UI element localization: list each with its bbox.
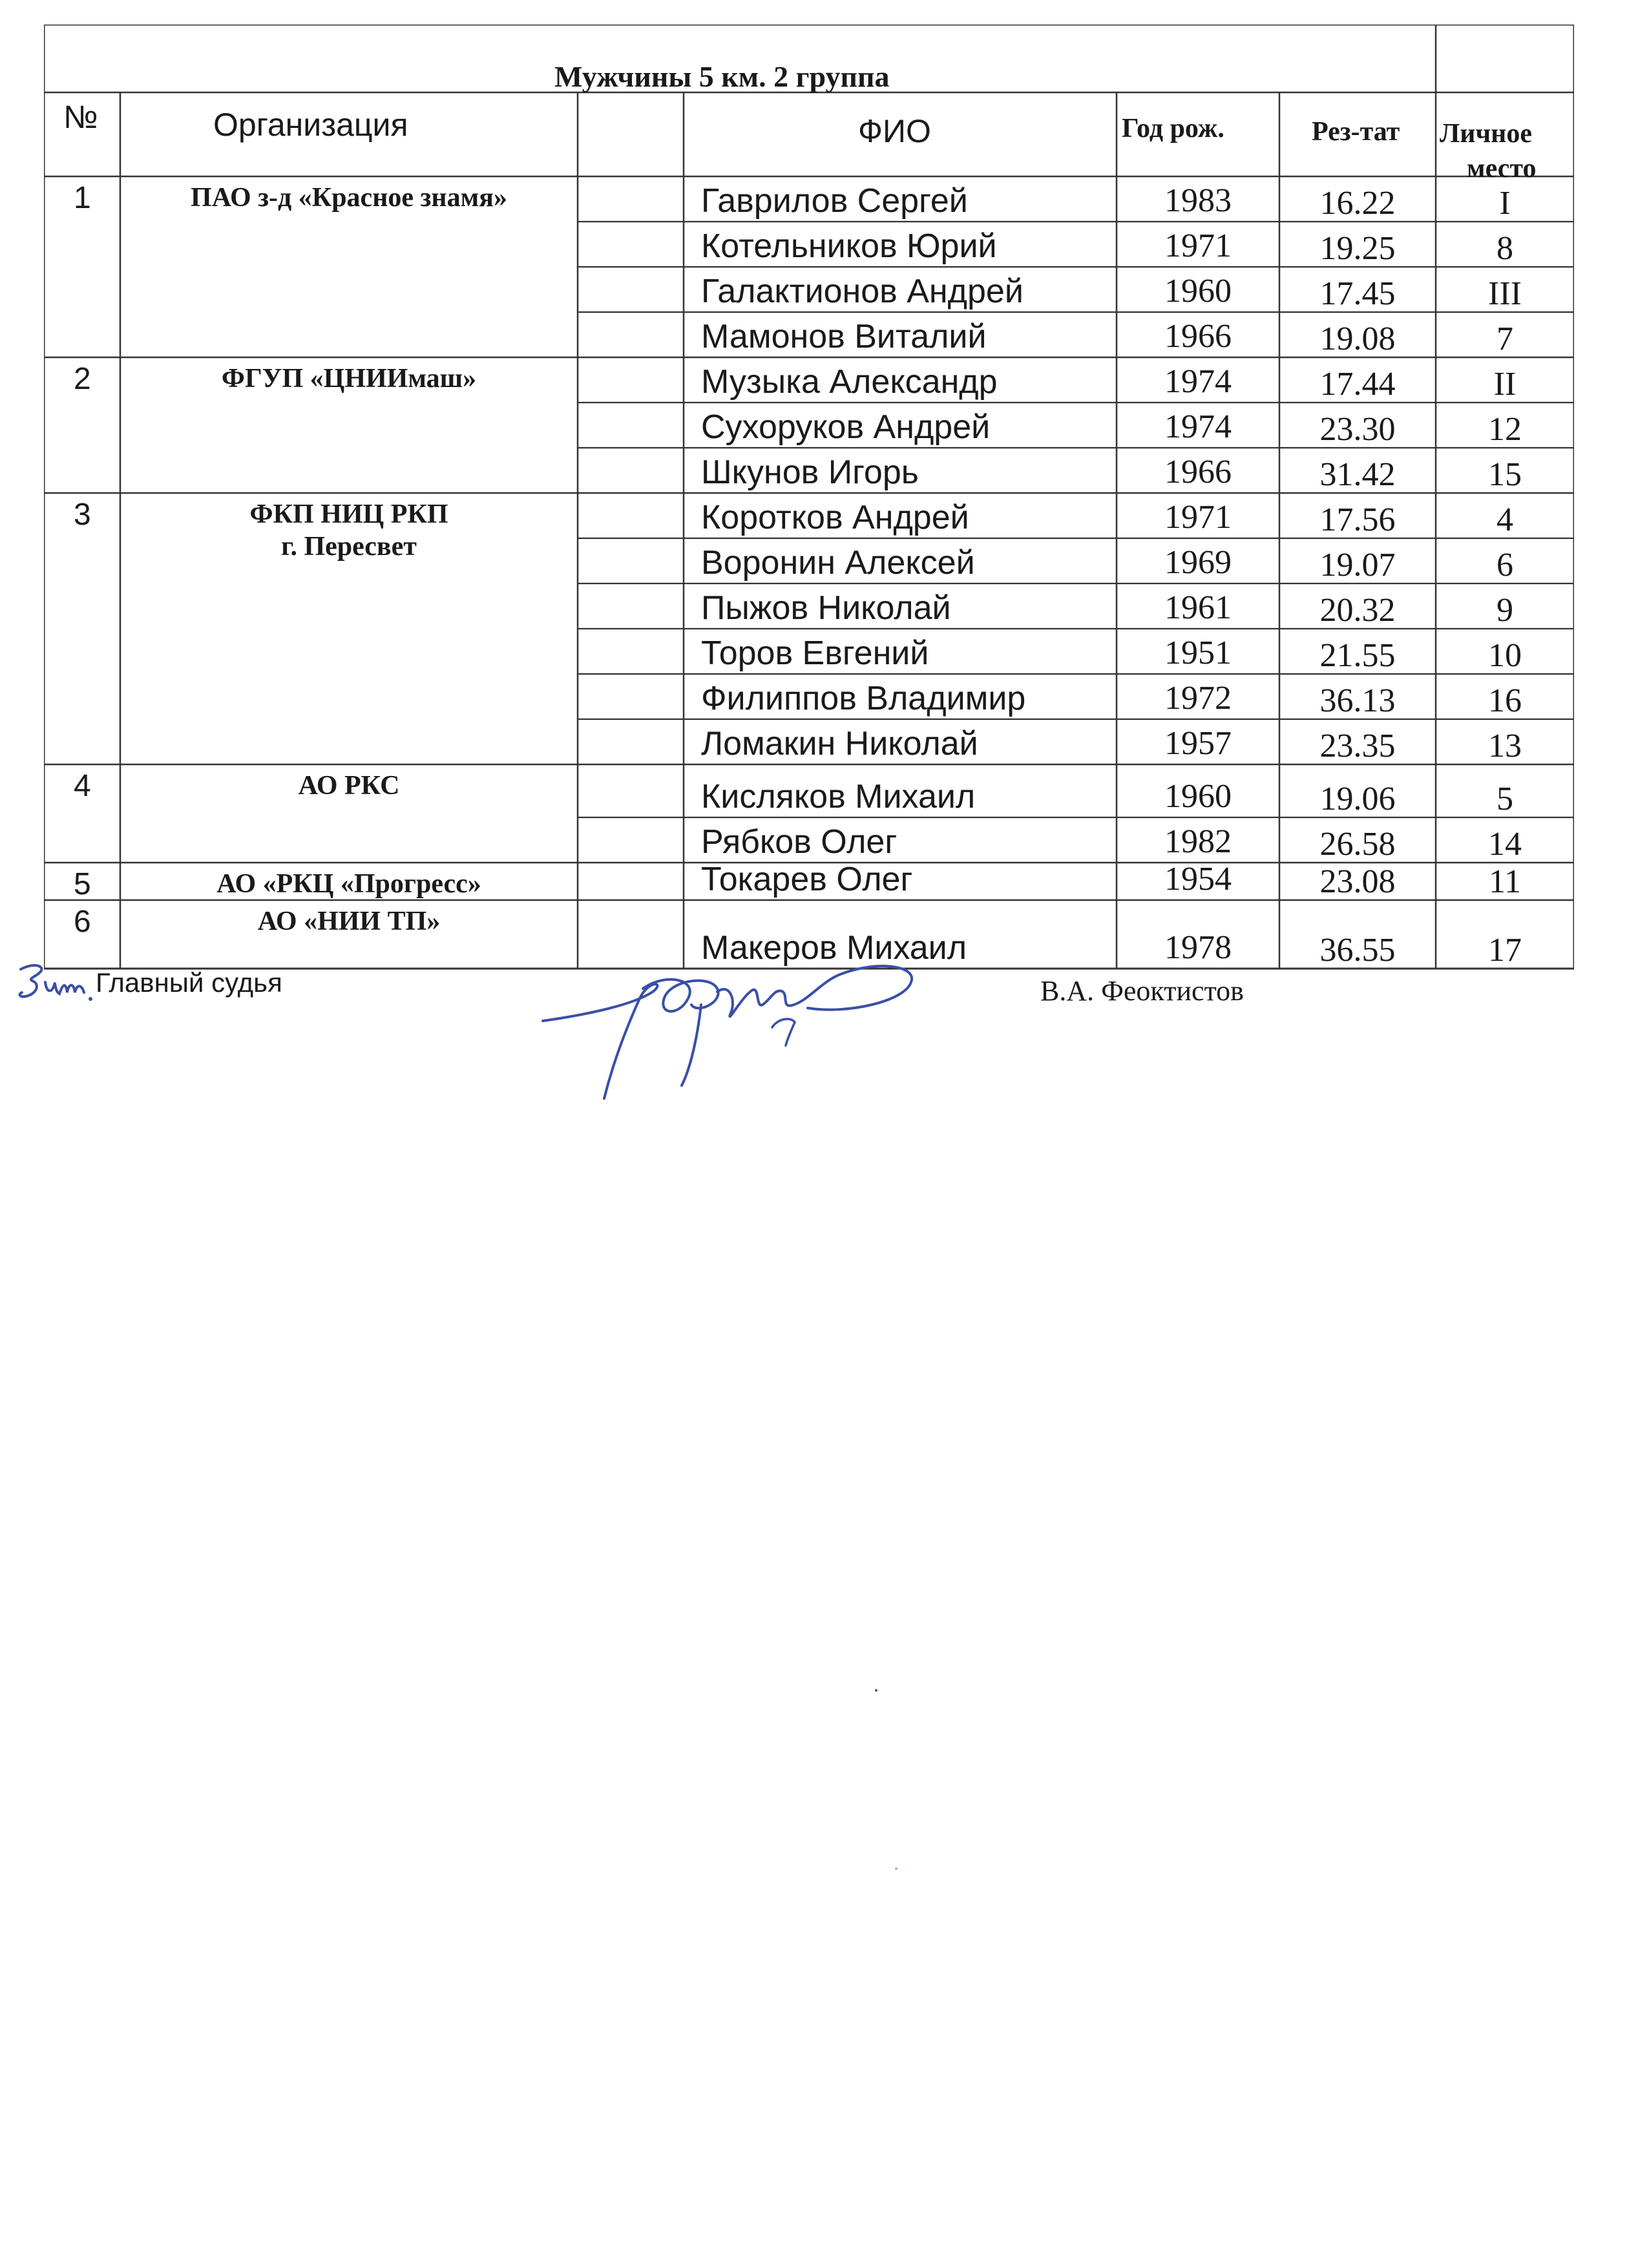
race-result: 19.06	[1319, 781, 1396, 817]
athlete-name: Токарев Олег	[701, 861, 913, 898]
team-organization: ФГУП «ЦНИИмаш»	[221, 364, 477, 394]
race-result: 19.08	[1319, 320, 1396, 357]
birth-year: 1966	[1164, 318, 1232, 355]
athlete-name: Сухоруков Андрей	[701, 408, 991, 446]
scan-speck	[895, 1867, 898, 1870]
team-organization: АО РКС	[298, 771, 400, 801]
personal-place: 13	[1488, 728, 1522, 764]
personal-place: 14	[1488, 826, 1522, 863]
personal-place: 9	[1497, 592, 1513, 629]
team-number: 4	[74, 769, 91, 803]
table-title: Мужчины 5 км. 2 группа	[554, 60, 890, 93]
athlete-name: Макеров Михаил	[701, 929, 967, 967]
scan-speck	[875, 1689, 877, 1692]
team-organization: ПАО з-д «Красное знамя»	[191, 183, 507, 213]
personal-place: I	[1499, 185, 1511, 222]
personal-place: 11	[1488, 863, 1522, 900]
race-result: 20.32	[1319, 592, 1396, 629]
header-fio: ФИО	[858, 113, 931, 149]
athlete-name: Мамонов Виталий	[701, 318, 987, 355]
team-organization: АО «РКЦ «Прогресс»	[216, 869, 481, 899]
personal-place: 8	[1497, 230, 1513, 267]
birth-year: 1972	[1164, 680, 1232, 717]
athlete-name: Филиппов Владимир	[701, 680, 1026, 717]
athlete-name: Рябков Олег	[701, 823, 898, 861]
personal-place: 7	[1497, 320, 1513, 357]
athlete-name: Гаврилов Сергей	[701, 182, 968, 220]
race-result: 23.35	[1319, 728, 1396, 764]
race-result: 17.45	[1319, 275, 1396, 312]
team-number: 1	[74, 181, 91, 215]
birth-year: 1960	[1164, 273, 1232, 310]
team-number: 6	[74, 905, 91, 939]
header-place-line1: Личное	[1440, 119, 1533, 149]
birth-year: 1960	[1164, 778, 1232, 815]
athlete-name: Пыжов Николай	[701, 589, 951, 627]
team-number: 5	[74, 867, 91, 901]
team-organization: г. Пересвет	[281, 532, 417, 562]
race-result: 21.55	[1319, 637, 1396, 674]
header-result: Рез-тат	[1312, 117, 1400, 147]
athlete-name: Коротков Андрей	[701, 499, 969, 536]
athlete-name: Торов Евгений	[701, 635, 929, 672]
zam-handwritten-mark	[14, 956, 105, 1014]
personal-place: 4	[1497, 501, 1513, 538]
athlete-name: Галактионов Андрей	[701, 273, 1024, 310]
header-year: Год рож.	[1122, 114, 1224, 143]
personal-place: 16	[1488, 682, 1522, 719]
personal-place: 15	[1488, 456, 1522, 493]
birth-year: 1974	[1164, 408, 1232, 445]
birth-year: 1982	[1164, 823, 1232, 860]
race-result: 19.25	[1319, 230, 1396, 267]
race-result: 23.08	[1319, 863, 1396, 900]
personal-place: 12	[1488, 411, 1522, 448]
race-result: 23.30	[1319, 411, 1396, 448]
birth-year: 1971	[1164, 227, 1232, 264]
team-organization: ФКП НИЦ РКП	[249, 499, 448, 529]
birth-year: 1961	[1164, 589, 1232, 626]
race-result: 31.42	[1319, 456, 1396, 493]
race-result: 17.44	[1319, 366, 1396, 403]
birth-year: 1957	[1164, 725, 1232, 762]
results-sheet	[44, 25, 1574, 984]
birth-year: 1951	[1164, 635, 1232, 671]
athlete-name: Котельников Юрий	[701, 227, 997, 265]
personal-place: 10	[1488, 637, 1522, 674]
birth-year: 1954	[1164, 861, 1232, 898]
header-num: №	[63, 99, 98, 135]
birth-year: 1966	[1164, 454, 1232, 490]
birth-year: 1983	[1164, 182, 1232, 219]
athlete-name: Воронин Алексей	[701, 544, 975, 582]
team-number: 3	[74, 498, 91, 532]
race-result: 36.55	[1319, 932, 1396, 969]
athlete-name: Музыка Александр	[701, 363, 998, 401]
chief-judge-name: В.А. Феоктистов	[1040, 975, 1244, 1007]
team-number: 2	[74, 362, 91, 396]
personal-place: 5	[1497, 781, 1513, 817]
personal-place: II	[1493, 366, 1517, 403]
signature-mark	[536, 943, 937, 1111]
birth-year: 1969	[1164, 544, 1232, 581]
birth-year: 1974	[1164, 363, 1232, 400]
birth-year: 1971	[1164, 499, 1232, 536]
race-result: 26.58	[1319, 826, 1396, 863]
personal-place: 17	[1488, 932, 1522, 969]
header-place-line2: место	[1467, 154, 1537, 184]
personal-place: 6	[1497, 547, 1513, 583]
personal-place: III	[1488, 275, 1522, 312]
athlete-name: Кисляков Михаил	[701, 778, 976, 815]
chief-judge-label: Главный судья	[96, 967, 282, 998]
athlete-name: Ломакин Николай	[701, 725, 978, 762]
team-organization: АО «НИИ ТП»	[257, 907, 441, 936]
race-result: 36.13	[1319, 682, 1396, 719]
header-org: Организация	[213, 107, 408, 143]
race-result: 17.56	[1319, 501, 1396, 538]
race-result: 16.22	[1319, 185, 1396, 222]
athlete-name: Шкунов Игорь	[701, 454, 919, 491]
birth-year: 1978	[1164, 929, 1232, 966]
race-result: 19.07	[1319, 547, 1396, 583]
